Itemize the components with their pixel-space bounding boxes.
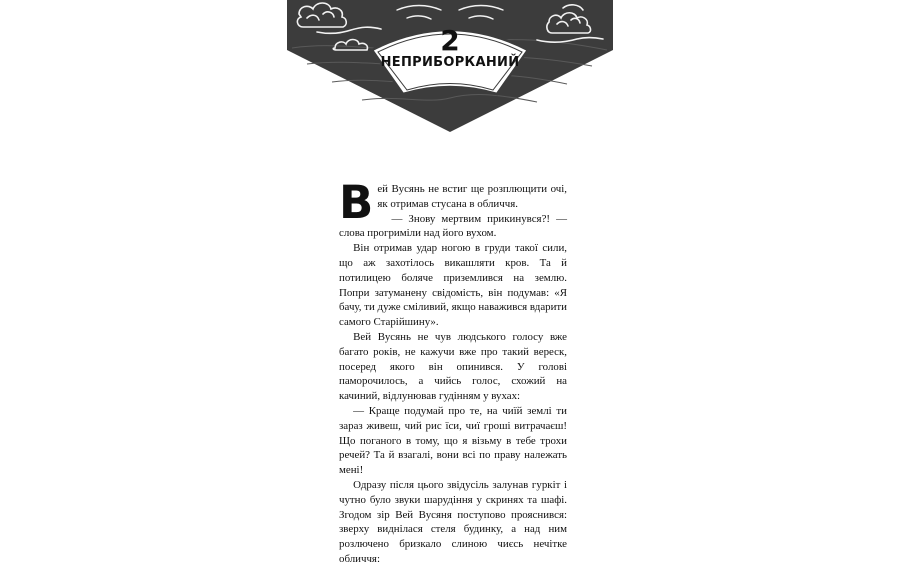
chapter-header	[287, 0, 613, 132]
paragraph-5: — Краще подумай про те, на чиїй землі ти зараз живеш, чий рис їси, чиї гроші витрачаєш! Що поганого в тому, що я візьму в тебе трохи речей? Та й взагалі, вони всі по праву належать мені!	[339, 404, 567, 477]
chapter-title: НЕПРИБОРКАНИЙ	[380, 55, 520, 70]
paragraph-4: Вей Вусянь не чув людського голосу вже багато років, не кажучи вже про такий вереск, посеред якого він опинився. У голові паморочилось, а чийсь голос, схожий на качиний, відлунював гудінням у вухах:	[339, 330, 567, 403]
chapter-number: 2	[440, 24, 460, 57]
drop-cap: В	[339, 176, 374, 229]
paragraph-3: Він отримав удар ногою в груди такої сили, що аж захотілось викашляти кров. Та й потилицею боляче приземлився на землю. Попри затуманену свідомість, він подумав: «Я бачу, ти дуже сміливий, якщо наважився вдарити самого Старійшину».	[339, 242, 568, 329]
paragraph-1-text: ей Вусянь не встиг ще розплющити очі, як отримав стусана в обличчя.	[377, 183, 567, 210]
chapter-text	[339, 176, 568, 567]
paragraph-6: Одразу після цього звідусіль залунав гуркіт і чутно було звуки шарудіння у скринях та шафі. Згодом зір Вей Вусяня поступово прояснився: зверху виднілася стеля будинку, а над ним розлючено бризкало слиною чиєсь нечітке обличчя:	[339, 478, 567, 565]
paragraph-2: — Знову мертвим прикинувся?! — слова прогриміли над його вухом.	[339, 212, 567, 240]
